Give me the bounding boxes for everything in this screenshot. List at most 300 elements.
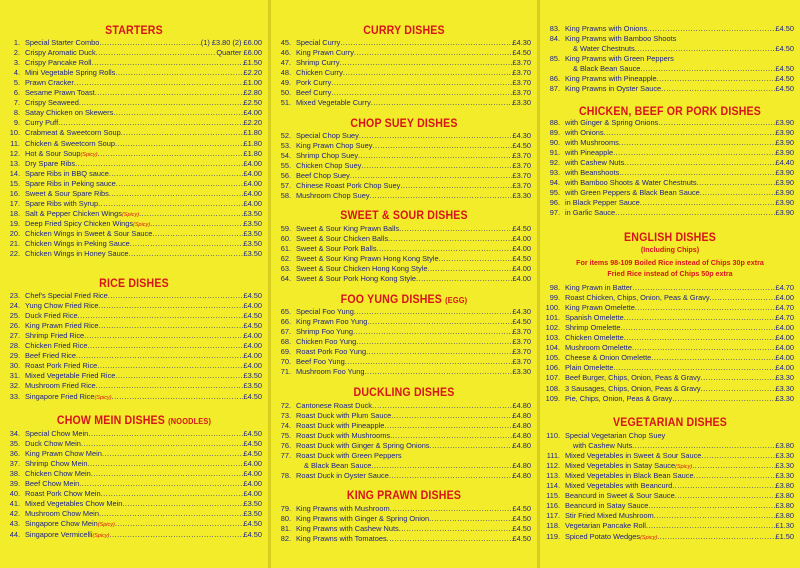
item-number: 83. xyxy=(549,24,560,33)
menu-item xyxy=(540,521,800,531)
item-number: 95. xyxy=(549,188,560,198)
item-price: £3.90 xyxy=(775,188,794,198)
item-number: 112. xyxy=(546,461,560,471)
item-name: Mushroom Fried Rice xyxy=(25,381,96,391)
item-number: 63. xyxy=(280,264,291,274)
section-title-text: KING PRAWN DISHES xyxy=(346,490,462,502)
item-number: 62. xyxy=(280,254,291,264)
item-price: £2.20 xyxy=(243,68,262,78)
dot-leader xyxy=(632,441,775,451)
dot-leader xyxy=(364,367,512,377)
menu-item xyxy=(540,283,800,293)
dot-leader xyxy=(619,138,776,148)
item-price: £4.00 xyxy=(243,489,262,499)
dot-leader xyxy=(340,38,512,48)
item-price: Quarter £6.00 xyxy=(216,48,262,58)
item-number: 110. xyxy=(546,431,560,440)
item-price: £1.30 xyxy=(775,521,794,531)
item-price: £4.80 xyxy=(512,411,531,421)
dot-leader xyxy=(372,401,513,411)
spicy-tag: (Spicy) xyxy=(80,151,98,158)
menu-item xyxy=(271,367,537,377)
dot-leader xyxy=(112,392,244,402)
dot-leader xyxy=(75,159,243,169)
item-price: £4.50 xyxy=(512,254,531,264)
dot-leader xyxy=(430,441,513,451)
item-price: £4.50 xyxy=(512,504,531,513)
item-price: £4.50 xyxy=(512,317,531,327)
item-number: 21. xyxy=(9,239,20,248)
item-number: 90. xyxy=(549,138,560,148)
dot-leader xyxy=(700,188,776,198)
item-number: 7. xyxy=(13,98,20,108)
menu-item xyxy=(540,363,800,373)
menu-item xyxy=(0,88,268,98)
dot-leader xyxy=(99,509,244,519)
item-price: £3.70 xyxy=(512,58,531,68)
item-number: 17. xyxy=(9,198,20,208)
item-number: 55. xyxy=(280,161,291,171)
dot-leader xyxy=(110,530,244,540)
dot-leader xyxy=(615,208,775,218)
item-name: Roast Pork Foo Yung xyxy=(296,347,367,357)
menu-item xyxy=(540,451,800,461)
menu-item xyxy=(540,373,800,383)
section-title xyxy=(282,489,527,503)
section-note: Fried Rice instead of Chips 50p extra xyxy=(607,268,733,278)
item-number: 14. xyxy=(9,168,20,178)
item-price: £4.30 xyxy=(512,131,531,140)
dot-leader xyxy=(654,511,776,521)
item-number: 4. xyxy=(13,68,20,78)
dot-leader xyxy=(632,283,775,293)
item-price: £4.00 xyxy=(775,353,794,363)
item-name: Salt & Pepper Chicken Wings xyxy=(25,208,122,218)
item-number: 44. xyxy=(9,529,20,539)
dot-leader xyxy=(84,331,243,341)
item-name: Satay Chicken on Skewers xyxy=(25,108,114,118)
item-number: 77. xyxy=(280,451,291,461)
dot-leader xyxy=(343,68,513,78)
dot-leader xyxy=(115,371,243,381)
item-name: Crabmeat & Sweetcorn Soup xyxy=(25,128,121,138)
menu-item xyxy=(0,321,268,331)
item-price: £4.80 xyxy=(512,421,531,431)
item-number: 5. xyxy=(13,78,20,88)
item-name: Roast Duck with Ginger & Spring Onions xyxy=(296,441,430,451)
dot-leader xyxy=(350,171,513,181)
item-name: Roast Duck with Pineapple xyxy=(296,421,385,431)
item-name: Sweet & Sour King Prawn Balls xyxy=(296,224,400,233)
item-number: 47. xyxy=(280,58,291,68)
section-subtitle: (Including Chips) xyxy=(640,245,700,254)
item-name: Dry Spare Ribs xyxy=(25,158,76,168)
menu-item xyxy=(271,421,537,431)
section-title xyxy=(550,105,789,119)
dot-leader xyxy=(692,461,775,471)
item-name: with Onions xyxy=(565,128,604,138)
item-number: 104. xyxy=(545,343,560,353)
menu-item xyxy=(540,128,800,138)
item-number: 37. xyxy=(9,459,20,469)
dot-leader xyxy=(121,128,244,138)
item-price: £3.70 xyxy=(512,327,531,337)
item-price: £4.00 xyxy=(775,333,794,343)
dot-leader xyxy=(150,219,243,229)
item-price: £4.00 xyxy=(243,361,262,371)
item-price: £2.20 xyxy=(243,118,262,128)
item-name: Singapore Vermicelli xyxy=(25,529,93,539)
dot-leader xyxy=(640,64,775,74)
item-price: £4.00 xyxy=(243,341,262,351)
menu-item xyxy=(540,353,800,363)
dot-leader xyxy=(130,239,244,249)
menu-item xyxy=(0,459,268,469)
dot-leader xyxy=(102,449,244,459)
item-name: Curry Puff xyxy=(25,118,59,128)
dot-leader xyxy=(97,361,243,371)
item-number: 82. xyxy=(280,534,291,544)
item-price: £4.00 xyxy=(243,158,262,168)
menu-item xyxy=(271,451,537,461)
dot-leader xyxy=(619,168,775,178)
dot-leader xyxy=(694,471,776,481)
menu-item xyxy=(271,461,537,471)
menu-item xyxy=(0,530,268,541)
dot-leader xyxy=(361,161,512,171)
item-number: 3. xyxy=(13,58,20,68)
item-price: £4.00 xyxy=(243,178,262,188)
item-price: £4.00 xyxy=(512,234,531,244)
item-price: £2.50 xyxy=(243,98,262,108)
menu-item xyxy=(540,431,800,441)
item-number: 19. xyxy=(9,218,20,228)
menu-item xyxy=(0,509,268,519)
item-name: King Prawn Curry xyxy=(296,48,354,58)
item-price: £3.70 xyxy=(512,151,531,161)
section-title xyxy=(550,416,789,430)
menu-item xyxy=(540,158,800,168)
item-number: 118. xyxy=(546,521,560,531)
dot-leader xyxy=(640,198,776,208)
item-name: Shrimp Curry xyxy=(296,58,340,68)
item-name: Sweet & Sour King Prawn Hong Kong Style xyxy=(296,254,439,264)
menu-item xyxy=(271,307,537,317)
item-name: King Prawns with Onions xyxy=(565,24,648,33)
item-name: in Black Pepper Sauce xyxy=(565,198,640,208)
item-name: Sweet & Sour Pork Balls xyxy=(296,244,377,254)
item-name: Sweet & Sour Spare Ribs xyxy=(25,188,109,198)
item-number: 101. xyxy=(545,313,560,323)
spicy-tag: (Spicy) xyxy=(121,211,140,218)
section-title-text: CURRY DISHES xyxy=(363,25,445,37)
item-number: 54. xyxy=(280,151,291,161)
item-price: £4.00 xyxy=(512,264,531,274)
menu-item xyxy=(271,274,537,284)
dot-leader xyxy=(624,313,776,323)
menu-item xyxy=(271,317,537,327)
item-name: Duck Fried Rice xyxy=(25,311,78,321)
item-price: £3.50 xyxy=(243,228,262,238)
menu-item xyxy=(540,84,800,94)
menu-item xyxy=(271,337,537,347)
item-number: 92. xyxy=(549,158,560,168)
item-price: £4.80 xyxy=(512,401,531,410)
item-name: King Prawn Foo Yung xyxy=(296,317,368,327)
dot-leader xyxy=(399,524,513,534)
item-name: Sweet & Sour Chicken Hong Kong Style xyxy=(296,264,428,274)
item-number: 69. xyxy=(280,347,291,357)
item-name: Beancurd in Satay Sauce xyxy=(565,501,649,511)
item-price: £1.50 xyxy=(775,531,794,541)
dot-leader xyxy=(79,98,244,108)
item-name: King Prawn Chop Suey xyxy=(296,141,373,151)
item-name: Pork Curry xyxy=(296,78,332,88)
item-price: £3.30 xyxy=(775,383,794,393)
item-price: £3.70 xyxy=(512,357,531,367)
dot-leader xyxy=(109,169,244,179)
item-number: 87. xyxy=(549,84,560,94)
section-title-text: DUCKLING DISHES xyxy=(353,387,455,399)
section-title xyxy=(282,209,527,223)
menu-item xyxy=(271,264,537,274)
menu-item xyxy=(271,68,537,78)
menu-item xyxy=(540,34,800,44)
section-title xyxy=(550,231,789,245)
section-title xyxy=(282,117,527,131)
dot-leader xyxy=(370,191,513,201)
item-name: Shrimp Foo Yung xyxy=(296,327,353,337)
item-number: 93. xyxy=(549,168,560,178)
dot-leader xyxy=(647,24,775,34)
item-price: £4.00 xyxy=(775,363,794,373)
dot-leader xyxy=(113,108,243,118)
menu-item xyxy=(271,38,537,48)
item-price: £4.00 xyxy=(775,343,794,353)
menu-item xyxy=(271,411,537,421)
item-name: Mixed Vegetables in Black Bean Sauce xyxy=(565,471,694,481)
menu-item xyxy=(540,303,800,313)
item-number: 51. xyxy=(280,98,291,108)
item-price: £3.30 xyxy=(775,393,794,403)
menu-item xyxy=(271,327,537,337)
menu-item xyxy=(0,371,268,381)
menu-item xyxy=(271,88,537,98)
menu-item xyxy=(271,401,537,411)
item-number: 74. xyxy=(280,421,291,431)
item-number: 22. xyxy=(9,249,20,259)
item-price: £3.90 xyxy=(775,148,794,158)
dot-leader xyxy=(391,411,512,421)
item-name: Spanish Omelette xyxy=(565,313,624,323)
item-name: Mushroom Foo Yung xyxy=(296,367,365,377)
menu-item xyxy=(0,429,268,439)
item-name: Crispy Seaweed xyxy=(25,98,79,108)
dot-leader xyxy=(389,471,513,481)
menu-item xyxy=(271,471,537,481)
item-number: 91. xyxy=(549,148,560,158)
item-name: Shrimp Chop Suey xyxy=(296,151,359,161)
item-name: Roast Duck with Mushrooms xyxy=(296,431,391,441)
item-number: 11. xyxy=(10,138,20,148)
menu-item xyxy=(0,98,268,108)
item-number: 106. xyxy=(545,363,560,373)
spicy-tag: (Spicy) xyxy=(640,534,658,541)
menu-item xyxy=(0,361,268,371)
dot-leader xyxy=(331,78,512,88)
menu-item xyxy=(271,181,537,191)
section-note: For items 98-109 Boiled Rice instead of Chips 30p extra xyxy=(576,258,764,267)
item-number: 68. xyxy=(280,337,291,347)
item-number: 86. xyxy=(549,74,560,84)
item-name: Chicken Chow Mein xyxy=(25,469,91,479)
item-price: £4.00 xyxy=(243,469,262,479)
item-price: £3.90 xyxy=(775,118,794,127)
dot-leader xyxy=(353,327,513,337)
dot-leader xyxy=(76,351,244,361)
item-name: Beancurd in Sweet & Sour Sauce xyxy=(565,491,675,501)
menu-item xyxy=(0,351,268,361)
menu-item xyxy=(0,189,268,199)
item-name: Special Starter Combo xyxy=(25,38,100,47)
item-name: Crispy Pancake Roll xyxy=(25,58,92,68)
item-number: 76. xyxy=(280,441,291,451)
menu-item xyxy=(271,441,537,451)
menu-item xyxy=(540,188,800,198)
menu-item xyxy=(0,118,268,128)
item-price: £3.30 xyxy=(512,98,531,108)
menu-item xyxy=(540,138,800,148)
item-name: Special Curry xyxy=(296,38,341,47)
item-name: Mushroom Omelette xyxy=(565,343,632,353)
dot-leader xyxy=(359,131,513,141)
item-number: 10. xyxy=(9,128,20,138)
item-price: £4.50 xyxy=(512,534,531,544)
item-price: £4.50 xyxy=(512,48,531,58)
item-price: £4.00 xyxy=(243,188,262,198)
item-price: £3.70 xyxy=(512,161,531,171)
item-price: £1.00 xyxy=(243,78,262,88)
item-name: Chicken Wings in Honey Sauce xyxy=(25,249,129,259)
item-price: £3.90 xyxy=(775,168,794,178)
item-name: Special Foo Yung xyxy=(296,307,354,316)
item-price: £3.70 xyxy=(512,337,531,347)
item-number: 65. xyxy=(280,307,291,316)
item-name: King Prawns with Tomatoes xyxy=(296,534,387,544)
item-number: 102. xyxy=(545,323,560,333)
item-price: £4.00 xyxy=(243,479,262,489)
item-number: 18. xyxy=(9,208,20,218)
item-name: Yung Chow Fried Rice xyxy=(25,301,99,311)
dot-leader xyxy=(99,38,200,48)
item-number: 61. xyxy=(280,244,291,254)
item-price: £4.50 xyxy=(243,321,262,331)
menu-item xyxy=(540,394,800,404)
item-price: £4.50 xyxy=(243,439,262,449)
menu-item xyxy=(271,48,537,58)
dot-leader xyxy=(388,234,512,244)
item-number: 50. xyxy=(280,88,291,98)
item-number: 94. xyxy=(549,178,560,188)
item-name: in Garlic Sauce xyxy=(565,208,616,218)
dot-leader xyxy=(697,178,776,188)
item-price: £4.50 xyxy=(512,514,531,524)
dot-leader xyxy=(92,58,244,68)
dot-leader xyxy=(390,431,512,441)
item-price: £3.50 xyxy=(243,249,262,259)
item-name: King Prawns in Oyster Sauce xyxy=(565,84,662,94)
dot-leader xyxy=(354,307,513,317)
item-name: Shrimp Fried Rice xyxy=(25,331,85,341)
menu-item xyxy=(271,357,537,367)
item-number: 52. xyxy=(280,131,291,140)
item-number: 26. xyxy=(9,321,20,331)
item-price: £3.30 xyxy=(512,191,531,201)
dot-leader xyxy=(672,394,775,404)
item-number: 58. xyxy=(280,191,291,201)
dot-leader xyxy=(651,353,775,363)
menu-item xyxy=(271,224,537,234)
item-name: with Beanshoots xyxy=(565,168,620,178)
item-name: King Prawns with Bamboo Shoots xyxy=(565,34,677,44)
menu-item xyxy=(271,58,537,68)
item-price: £4.00 xyxy=(775,293,794,303)
item-price: £3.30 xyxy=(775,451,794,461)
dot-leader xyxy=(87,341,243,351)
dot-leader xyxy=(657,74,776,84)
item-name: Spiced Potato Wedges xyxy=(565,531,641,541)
section-title-text: CHOW MEIN DISHES xyxy=(56,415,166,427)
menu-item xyxy=(271,171,537,181)
item-name: Special Chow Mein xyxy=(25,429,89,438)
item-price: £4.50 xyxy=(512,224,531,233)
dot-leader xyxy=(78,311,244,321)
menu-panel-middle xyxy=(271,0,537,568)
item-name: Stir Fried Mixed Mushroom xyxy=(565,511,654,521)
menu-item xyxy=(540,313,800,323)
item-price: £3.80 xyxy=(775,491,794,501)
item-name: Chicken Foo Yung xyxy=(296,337,357,347)
item-price: £4.30 xyxy=(512,38,531,47)
item-name: Roast Pork Chow Mein xyxy=(25,489,101,499)
item-name: Mixed Vegetables Chow Mein xyxy=(25,499,123,509)
dot-leader xyxy=(710,293,776,303)
menu-item xyxy=(0,128,268,138)
item-number: 20. xyxy=(9,228,20,238)
item-price: £4.00 xyxy=(243,351,262,361)
item-name: & Black Bean Sauce xyxy=(573,64,641,74)
menu-item xyxy=(0,58,268,68)
menu-item xyxy=(540,24,800,34)
item-name: Roast Duck in Oyster Sauce xyxy=(296,471,389,481)
menu-item xyxy=(540,333,800,343)
dot-leader xyxy=(129,249,244,259)
item-name: King Prawn Fried Rice xyxy=(25,321,99,331)
menu-item xyxy=(0,199,268,209)
item-price: £3.50 xyxy=(243,218,262,228)
dot-leader xyxy=(632,343,776,353)
menu-item xyxy=(271,78,537,88)
item-name: Chicken & Sweetcorn Soup xyxy=(25,138,115,148)
dot-leader xyxy=(108,291,244,301)
item-price: £3.70 xyxy=(512,88,531,98)
dot-leader xyxy=(387,534,513,544)
item-name: Chef's Special Fried Rice xyxy=(25,291,108,300)
item-number: 98. xyxy=(549,283,560,292)
dot-leader xyxy=(115,139,244,149)
item-number: 117. xyxy=(546,511,560,521)
item-number: 115. xyxy=(546,491,560,501)
